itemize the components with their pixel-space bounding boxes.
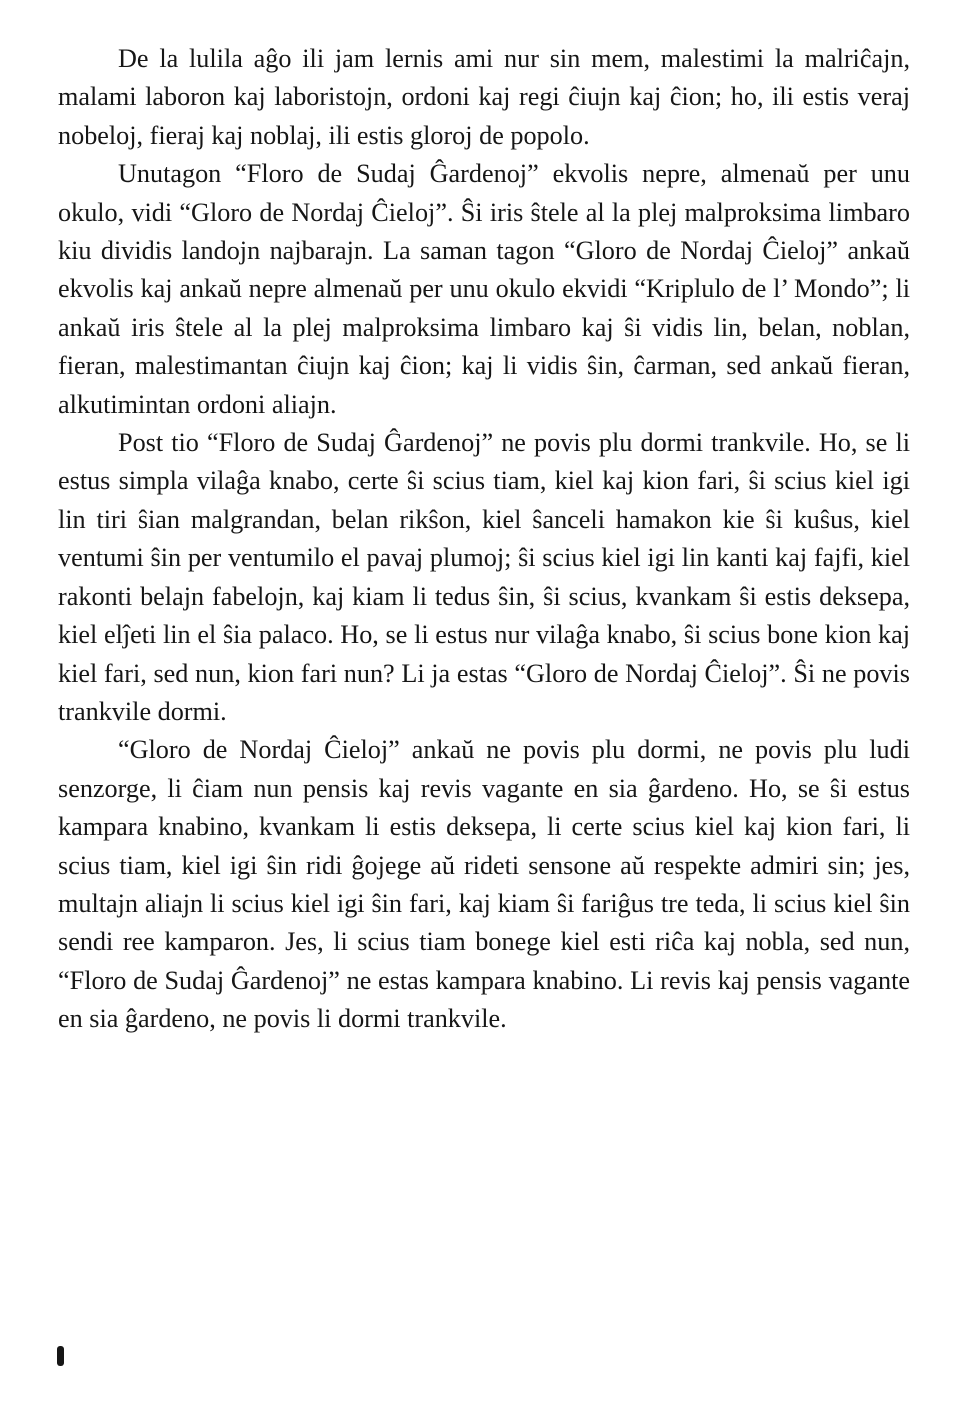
- paragraph-1: De la lulila aĝo ili jam lernis ami nur sin mem, malestimi la malriĉajn, malami laboron kaj laboristojn, ordoni kaj regi ĉiujn kaj ĉion; ho, ili estis veraj nobeloj, fieraj kaj noblaj, ili estis gloroj de popolo.: [58, 44, 910, 150]
- paragraph-4: “Gloro de Nordaj Ĉieloj” ankaŭ ne povis plu dormi, ne povis plu ludi senzorge, li ĉiam nun pensis kaj revis vagante en sia ĝardeno. Ho, se ŝi estus kampara knabino, kvankam li estis deksepa, li certe scius kiel kaj kion fari, li scius tiam, kiel igi ŝin ridi ĝojege aŭ rideti sensone aŭ respekte admiri sin; jes, multajn aliajn li scius kiel igi ŝin fari, kaj kiam ŝi fariĝus tre teda, li scius kiel ŝin sendi ree kamparon. Jes, li scius tiam bonege kiel esti riĉa kaj nobla, sed nun, “Floro de Sudaj Ĝardenoj” ne estas kampara knabino. Li revis kaj pensis vagante en sia ĝardeno, ne povis li dormi trankvile.: [58, 735, 910, 1034]
- paragraph-3: Post tio “Floro de Sudaj Ĝardenoj” ne povis plu dormi trankvile. Ho, se li estus simpla vilaĝa knabo, certe ŝi scius tiam, kiel kaj kion fari, ŝi scius kiel igi lin tiri ŝian malgrandan, belan rikŝon, kiel ŝanceli hamakon kie ŝi kuŝus, kiel ventumi ŝin per ventumilo el pavaj plumoj; ŝi scius kiel igi lin kanti kaj fajfi, kiel rakonti belajn fabelojn, kaj kiam li tedus ŝin, ŝi scius, kvankam ŝi estis deksepa, kiel elĵeti lin el ŝia palaco. Ho, se li estus nur vilaĝa knabo, ŝi scius bone kion kaj kiel fari, sed nun, kion fari nun? Li ja estas “Gloro de Nordaj Ĉieloj”. Ŝi ne povis trankvile dormi.: [58, 428, 910, 726]
- paragraph-2: Unutagon “Floro de Sudaj Ĝardenoj” ekvolis nepre, almenaŭ per unu okulo, vidi “Gloro de Nordaj Ĉieloj”. Ŝi iris ŝtele al la plej malproksima limbaro kiu dividis landojn najbarajn. La saman tagon “Gloro de Nordaj Ĉieloj” ankaŭ ekvolis kaj ankaŭ nepre almenaŭ per unu okulo ekvidi “Kriplulo de l’ Mondo”; li ankaŭ iris ŝtele al la plej malproksima limbaro kaj ŝi vidis lin, belan, noblan, fieran, malestimantan ĉiujn kaj ĉion; kaj li vidis ŝin, ĉarman, sed ankaŭ fieran, alkutimintan ordoni aliajn.: [58, 159, 910, 419]
- ink-mark: [57, 1346, 64, 1366]
- page-text-body: [58, 40, 910, 1039]
